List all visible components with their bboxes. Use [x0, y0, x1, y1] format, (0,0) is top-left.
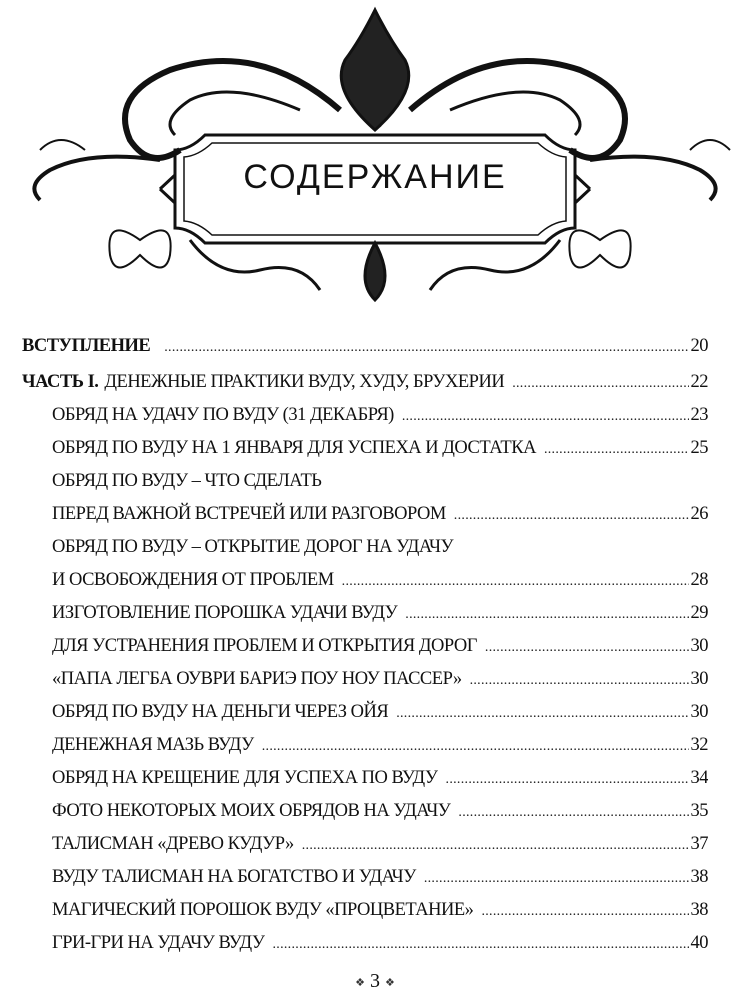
toc-entry-title: И ОСВОБОЖДЕНИЯ ОТ ПРОБЛЕМ	[52, 570, 334, 590]
toc-entry	[22, 762, 708, 795]
dot-leader	[454, 499, 689, 531]
toc-entry-title: ДЕНЕЖНАЯ МАЗЬ ВУДУ	[52, 735, 254, 755]
dot-leader	[485, 631, 689, 663]
toc-entry-page: 34	[690, 768, 708, 788]
toc-entry-page: 35	[690, 801, 708, 821]
dot-leader	[446, 763, 689, 795]
toc-entry-page: 28	[690, 570, 708, 590]
toc-entry-page: 22	[690, 372, 708, 392]
toc-entry-page: 30	[690, 636, 708, 656]
toc-entry-page: 38	[690, 900, 708, 920]
dot-leader	[396, 697, 688, 729]
dot-leader	[405, 598, 688, 630]
toc-entry-title: ОБРЯД ПО ВУДУ – ЧТО СДЕЛАТЬ	[52, 471, 322, 491]
toc-entry	[22, 465, 708, 498]
toc-entry	[22, 927, 708, 960]
toc-entry-page: 23	[690, 405, 708, 425]
toc-entry-title: ОБРЯД ПО ВУДУ НА ДЕНЬГИ ЧЕРЕЗ ОЙЯ	[52, 702, 389, 722]
toc-entry	[22, 597, 708, 630]
toc-entry	[22, 729, 708, 762]
toc-entry	[22, 894, 708, 927]
dot-leader	[402, 400, 689, 432]
toc-entry	[22, 330, 708, 366]
toc-entry-page: 30	[690, 702, 708, 722]
toc-entry	[22, 861, 708, 894]
toc-entry-page: 20	[690, 336, 708, 356]
toc-entry	[22, 630, 708, 663]
toc-entry-title: ДЛЯ УСТРАНЕНИЯ ПРОБЛЕМ И ОТКРЫТИЯ ДОРОГ	[52, 636, 477, 656]
toc-entry-prefix: ЧАСТЬ I.	[22, 372, 99, 392]
dot-leader	[458, 796, 688, 828]
toc-entry	[22, 828, 708, 861]
toc-entry-title: ПЕРЕД ВАЖНОЙ ВСТРЕЧЕЙ ИЛИ РАЗГОВОРОМ	[52, 504, 446, 524]
dot-leader	[272, 928, 688, 960]
ornament-right-icon: ❖	[385, 976, 395, 989]
toc-entry-title: ОБРЯД НА УДАЧУ ПО ВУДУ (31 ДЕКАБРЯ)	[52, 405, 394, 425]
toc-entry-title: ФОТО НЕКОТОРЫХ МОИХ ОБРЯДОВ НА УДАЧУ	[52, 801, 451, 821]
toc-entry-title: ГРИ-ГРИ НА УДАЧУ ВУДУ	[52, 933, 265, 953]
toc-entry	[22, 663, 708, 696]
dot-leader	[481, 895, 688, 927]
dot-leader	[512, 367, 688, 399]
toc-entry	[22, 432, 708, 465]
page-number-text: 3	[370, 970, 380, 992]
dot-leader	[470, 664, 689, 696]
toc-entry-title: ИЗГОТОВЛЕНИЕ ПОРОШКА УДАЧИ ВУДУ	[52, 603, 398, 623]
toc-entry-prefix: ВСТУПЛЕНИЕ	[22, 336, 151, 356]
toc-entry-page: 26	[690, 504, 708, 524]
toc-entry-title: МАГИЧЕСКИЙ ПОРОШОК ВУДУ «ПРОЦВЕТАНИЕ»	[52, 900, 474, 920]
toc-entry	[22, 498, 708, 531]
toc-entry-title: ОБРЯД ПО ВУДУ – ОТКРЫТИЕ ДОРОГ НА УДАЧУ	[52, 537, 454, 557]
toc-entry-title: «ПАПА ЛЕГБА ОУВРИ БАРИЭ ПОУ НОУ ПАССЕР»	[52, 669, 462, 689]
ornament-left-icon: ❖	[355, 976, 365, 989]
page-number	[0, 970, 750, 993]
toc-entry-page: 29	[690, 603, 708, 623]
toc-entry-title: ТАЛИСМАН «ДРЕВО КУДУР»	[52, 834, 294, 854]
toc-entry	[22, 795, 708, 828]
toc-entry-page: 40	[690, 933, 708, 953]
table-of-contents	[22, 330, 708, 960]
toc-entry-title: ДЕНЕЖНЫЕ ПРАКТИКИ ВУДУ, ХУДУ, БРУХЕРИИ	[104, 372, 505, 392]
toc-entry	[22, 531, 708, 564]
dot-leader	[262, 730, 689, 762]
dot-leader	[544, 433, 689, 465]
dot-leader	[164, 331, 688, 364]
page-title: СОДЕРЖАНИЕ	[243, 158, 507, 196]
toc-entry-title: ОБРЯД ПО ВУДУ НА 1 ЯНВАРЯ ДЛЯ УСПЕХА И ДОСТАТКА	[52, 438, 536, 458]
toc-entry	[22, 399, 708, 432]
toc-entry	[22, 564, 708, 597]
toc-entry	[22, 366, 708, 399]
toc-entry-page: 32	[690, 735, 708, 755]
toc-entry-title: ОБРЯД НА КРЕЩЕНИЕ ДЛЯ УСПЕХА ПО ВУДУ	[52, 768, 438, 788]
toc-entry-page: 37	[690, 834, 708, 854]
toc-entry	[22, 696, 708, 729]
dot-leader	[424, 862, 689, 894]
dot-leader	[342, 565, 689, 597]
toc-entry-page: 38	[690, 867, 708, 887]
toc-entry-title: ВУДУ ТАЛИСМАН НА БОГАТСТВО И УДАЧУ	[52, 867, 416, 887]
dot-leader	[302, 829, 689, 861]
toc-entry-page: 30	[690, 669, 708, 689]
toc-entry-page: 25	[690, 438, 708, 458]
